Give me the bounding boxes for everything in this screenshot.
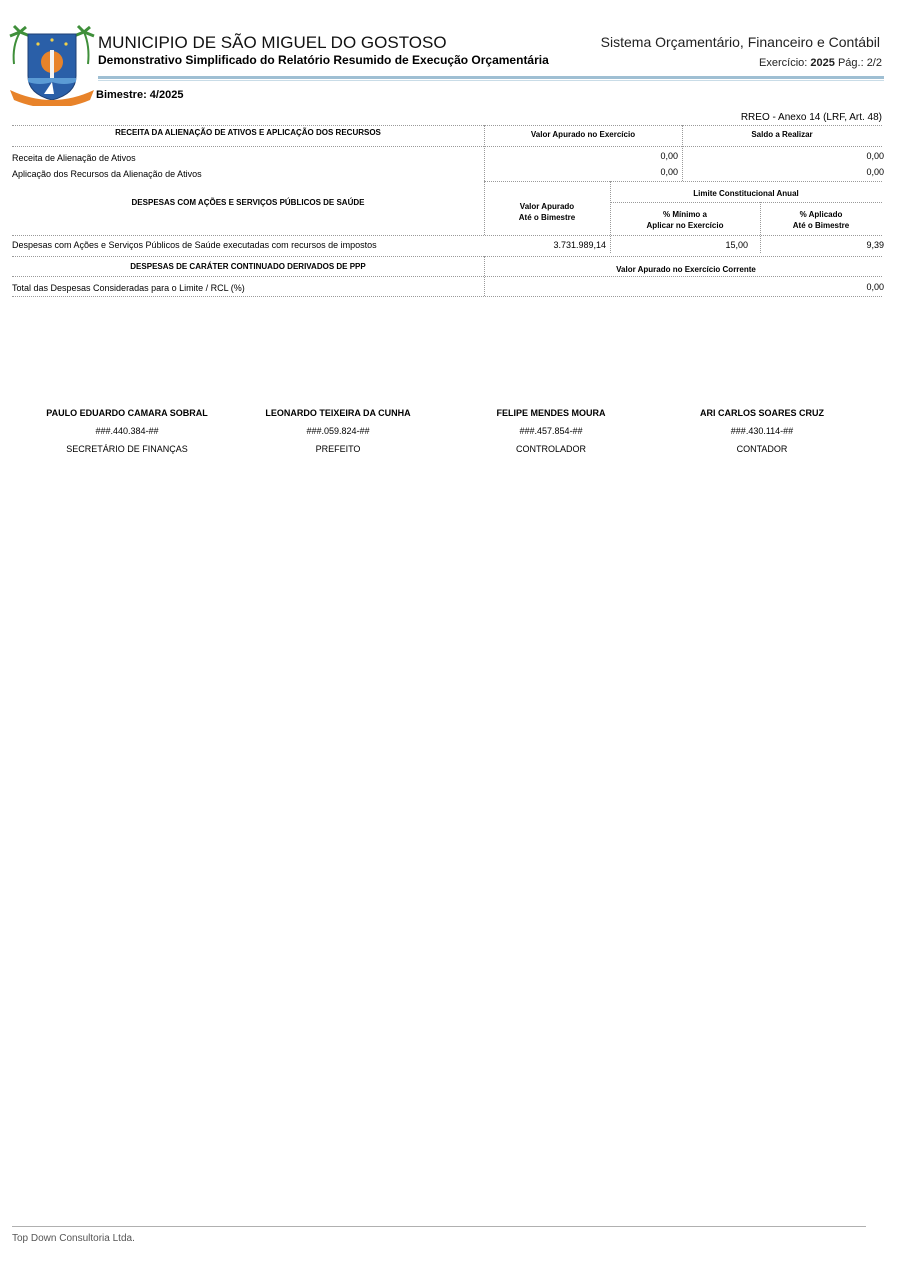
table2-header-description: DESPESAS COM AÇÕES E SERVIÇOS PÚBLICOS DE SAÚDE [131, 198, 365, 207]
table2-header-valor [484, 202, 610, 222]
signature-block [652, 407, 872, 456]
table3-bottom-border [12, 296, 882, 297]
table2-row-label: Despesas com Ações e Serviços Públicos de Saúde executadas com recursos de impostos [12, 240, 377, 250]
table1-row1-valor: 0,00 [660, 151, 678, 161]
signatory-cpf: ###.430.114-## [730, 426, 794, 436]
table2-header-minimo-line1: % Mínimo a [662, 210, 707, 219]
signatory-name: FELIPE MENDES MOURA [496, 408, 606, 418]
table1-top-border [12, 125, 882, 126]
table2-row-aplicado: 9,39 [866, 240, 884, 250]
table1-row1-saldo: 0,00 [866, 151, 884, 161]
table2-divider-1 [484, 181, 485, 235]
table2-header-valor-line2: Até o Bimestre [518, 213, 576, 222]
table1-row2-saldo: 0,00 [866, 167, 884, 177]
signature-block [228, 407, 448, 456]
table2-header-limit-group: Limite Constitucional Anual [693, 189, 799, 198]
table2-header-bottom [12, 235, 882, 236]
table2-header-aplicado [760, 210, 882, 230]
bimestre-label: Bimestre: 4/2025 [96, 89, 184, 101]
table2-row-minimo: 15,00 [725, 240, 748, 250]
table2-header-valor-line1: Valor Apurado [519, 202, 575, 211]
table3-header-description: DESPESAS DE CARÁTER CONTINUADO DERIVADOS DE PPP [130, 262, 366, 271]
table2-header-minimo [610, 210, 760, 230]
municipal-coat-of-arms-logo [8, 24, 96, 106]
table2-header-aplicado-line2: Até o Bimestre [792, 221, 850, 230]
table2-bottom-border [12, 256, 882, 257]
signatory-role: SECRETÁRIO DE FINANÇAS [66, 444, 188, 454]
signatory-name: PAULO EDUARDO CAMARA SOBRAL [46, 408, 208, 418]
signatory-name: LEONARDO TEIXEIRA DA CUNHA [265, 408, 411, 418]
footer-rule [12, 1226, 866, 1227]
table1-header-description: RECEITA DA ALIENAÇÃO DE ATIVOS E APLICAÇÃO DOS RECURSOS [115, 128, 381, 137]
table1-header-valor: Valor Apurado no Exercício [530, 130, 636, 139]
signatory-role: PREFEITO [315, 444, 361, 454]
municipality-name: MUNICIPIO DE SÃO MIGUEL DO GOSTOSO [98, 33, 447, 52]
table1-header-bottom [12, 146, 882, 147]
signatory-cpf: ###.440.384-## [95, 426, 159, 436]
header-rule-thin [98, 80, 884, 81]
signature-block [17, 407, 237, 456]
table2-header-minimo-line2: Aplicar no Exercício [646, 221, 724, 230]
signatory-cpf: ###.059.824-## [306, 426, 370, 436]
table3-header-valor: Valor Apurado no Exercício Corrente [616, 265, 756, 274]
report-subtitle: Demonstrativo Simplificado do Relatório Resumido de Execução Orçamentária [98, 53, 549, 67]
table2-group-underline [610, 202, 882, 203]
signatory-name: ARI CARLOS SOARES CRUZ [699, 408, 824, 418]
table1-row1-label: Receita de Alienação de Ativos [12, 153, 136, 163]
signatory-role: CONTADOR [736, 444, 788, 454]
annex-reference: RREO - Anexo 14 (LRF, Art. 48) [740, 112, 882, 123]
exercise-and-page [759, 57, 882, 69]
system-name: Sistema Orçamentário, Financeiro e Contábil [600, 34, 880, 50]
footer-company: Top Down Consultoria Ltda. [12, 1233, 135, 1244]
table2-header-aplicado-line1: % Aplicado [799, 210, 843, 219]
signatory-role: CONTROLADOR [515, 444, 586, 454]
exercise-label: Exercício: [759, 57, 808, 69]
header-rule [98, 76, 884, 79]
table1-bottom-border [484, 181, 882, 182]
table1-header-saldo: Saldo a Realizar [751, 130, 813, 139]
exercise-year: 2025 [810, 57, 835, 69]
table3-header-bottom [12, 276, 882, 277]
table1-row2-valor: 0,00 [660, 167, 678, 177]
signature-block [441, 407, 661, 456]
signatory-cpf: ###.457.854-## [519, 426, 583, 436]
table3-row-valor: 0,00 [866, 282, 884, 292]
table3-row-label: Total das Despesas Consideradas para o Limite / RCL (%) [12, 283, 245, 293]
page-number: Pág.: 2/2 [837, 57, 882, 69]
table1-row2-label: Aplicação dos Recursos da Alienação de Ativos [12, 169, 202, 179]
table2-row-valor: 3.731.989,14 [553, 240, 606, 250]
